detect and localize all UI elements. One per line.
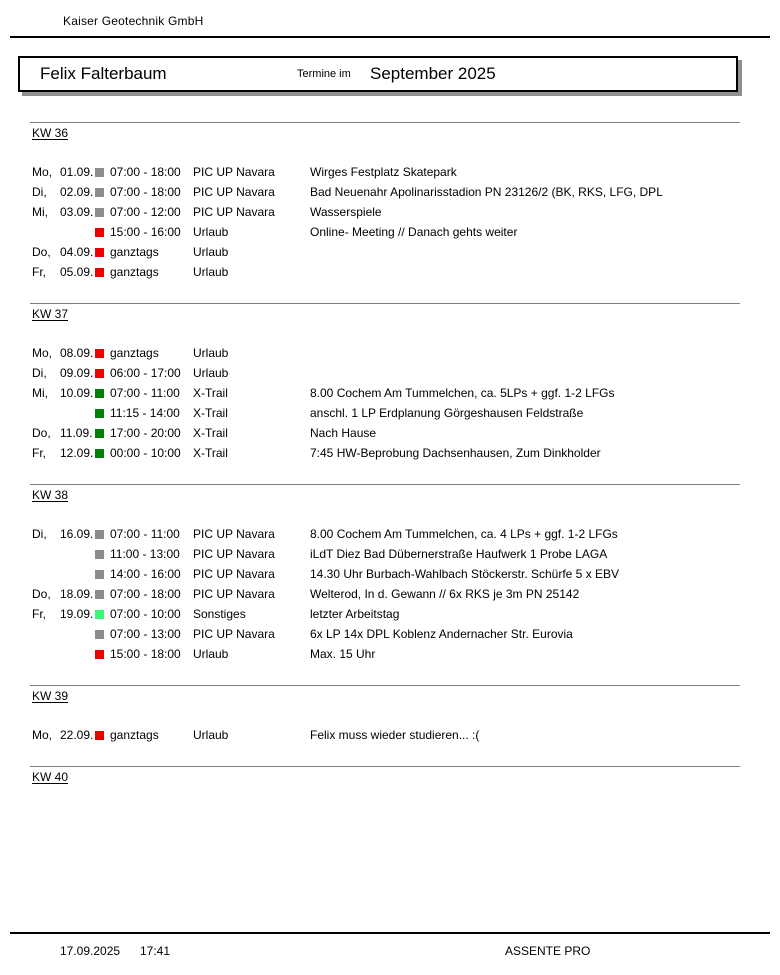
event-category: PIC UP Navara (193, 547, 275, 561)
event-category: Urlaub (193, 366, 229, 380)
event-category: PIC UP Navara (193, 165, 275, 179)
event-time: ganztags (110, 346, 159, 360)
week-section (30, 766, 740, 806)
event-weekday: Mi, (32, 205, 48, 219)
event-date: 08.09. (60, 346, 94, 360)
event-date: 18.09. (60, 587, 94, 601)
event-time: 00:00 - 10:00 (110, 446, 181, 460)
event-description: Wasserspiele (310, 205, 382, 219)
event-description: 14.30 Uhr Burbach-Wahlbach Stöckerstr. Schürfe 5 x EBV (310, 567, 620, 581)
category-color-icon (95, 530, 104, 539)
event-rows (30, 725, 740, 745)
event-time: 11:00 - 13:00 (110, 547, 180, 561)
event-row (30, 242, 740, 262)
event-description: anschl. 1 LP Erdplanung Görgeshausen Feldstraße (310, 406, 584, 420)
event-category: Urlaub (193, 647, 229, 661)
category-color-icon (95, 228, 104, 237)
event-time: 15:00 - 16:00 (110, 225, 181, 239)
title-period: September 2025 (370, 64, 496, 83)
category-color-icon (95, 248, 104, 257)
week-label: KW 36 (32, 126, 69, 140)
event-description: 7:45 HW-Beprobung Dachsenhausen, Zum Dinkholder (310, 446, 601, 460)
week-label: KW 40 (32, 770, 69, 784)
category-color-icon (95, 349, 104, 358)
event-row (30, 202, 740, 222)
event-category: X-Trail (193, 426, 228, 440)
event-time: 07:00 - 12:00 (110, 205, 181, 219)
title-prefix: Termine im (297, 68, 351, 80)
event-row (30, 624, 740, 644)
event-date: 19.09. (60, 607, 94, 621)
category-color-icon (95, 208, 104, 217)
event-weekday: Do, (32, 587, 51, 601)
event-description: 8.00 Cochem Am Tummelchen, ca. 5LPs + ggf. 1-2 LFGs (310, 386, 615, 400)
event-time: 07:00 - 11:00 (110, 527, 180, 541)
event-row (30, 524, 740, 544)
event-row (30, 162, 740, 182)
category-color-icon (95, 188, 104, 197)
event-time: 07:00 - 18:00 (110, 185, 181, 199)
event-category: Urlaub (193, 265, 229, 279)
event-description: Online- Meeting // Danach gehts weiter (310, 225, 518, 239)
footer-divider (10, 932, 770, 934)
category-color-icon (95, 650, 104, 659)
event-row (30, 222, 740, 242)
event-description: iLdT Diez Bad Dübernerstraße Haufwerk 1 Probe LAGA (310, 547, 608, 561)
event-time: 07:00 - 18:00 (110, 587, 181, 601)
event-weekday: Mo, (32, 346, 53, 360)
category-color-icon (95, 429, 104, 438)
event-row (30, 423, 740, 443)
event-row (30, 262, 740, 282)
event-date: 12.09. (60, 446, 94, 460)
header-divider (10, 36, 770, 38)
week-section (30, 303, 740, 484)
category-color-icon (95, 409, 104, 418)
event-category: Urlaub (193, 728, 229, 742)
category-color-icon (95, 731, 104, 740)
event-time: 07:00 - 18:00 (110, 165, 181, 179)
event-category: X-Trail (193, 406, 228, 420)
event-rows (30, 162, 740, 282)
event-date: 10.09. (60, 386, 94, 400)
event-date: 02.09. (60, 185, 94, 199)
category-color-icon (95, 570, 104, 579)
week-section (30, 122, 740, 303)
event-weekday: Di, (32, 185, 47, 199)
category-color-icon (95, 268, 104, 277)
event-row (30, 725, 740, 745)
event-category: Urlaub (193, 346, 229, 360)
person-name: Felix Falterbaum (40, 64, 167, 83)
event-time: ganztags (110, 728, 159, 742)
event-category: PIC UP Navara (193, 627, 275, 641)
event-row (30, 443, 740, 463)
event-category: Sonstiges (193, 607, 246, 621)
event-time: 06:00 - 17:00 (110, 366, 181, 380)
event-rows (30, 343, 740, 463)
event-time: 07:00 - 13:00 (110, 627, 181, 641)
category-color-icon (95, 630, 104, 639)
category-color-icon (95, 449, 104, 458)
event-time: 07:00 - 10:00 (110, 607, 181, 621)
event-row (30, 644, 740, 664)
event-row (30, 564, 740, 584)
event-category: Urlaub (193, 245, 229, 259)
event-date: 03.09. (60, 205, 94, 219)
event-weekday: Di, (32, 366, 47, 380)
event-description: Wirges Festplatz Skatepark (310, 165, 457, 179)
event-date: 09.09. (60, 366, 94, 380)
category-color-icon (95, 550, 104, 559)
title-box (18, 56, 738, 92)
event-weekday: Do, (32, 245, 51, 259)
event-category: PIC UP Navara (193, 587, 275, 601)
week-section (30, 685, 740, 766)
event-row (30, 182, 740, 202)
event-category: PIC UP Navara (193, 527, 275, 541)
print-date: 17.09.2025 (60, 944, 121, 958)
week-label: KW 37 (32, 307, 69, 321)
event-description: Bad Neuenahr Apolinarisstadion PN 23126/2 (BK, RKS, LFG, DPL (310, 185, 663, 199)
week-section (30, 484, 740, 685)
event-date: 16.09. (60, 527, 94, 541)
event-row (30, 604, 740, 624)
category-color-icon (95, 389, 104, 398)
event-date: 11.09. (60, 426, 93, 440)
event-row (30, 403, 740, 423)
event-description: Felix muss wieder studieren... :( (310, 728, 480, 742)
event-weekday: Mo, (32, 165, 53, 179)
event-time: ganztags (110, 265, 159, 279)
category-color-icon (95, 590, 104, 599)
event-category: PIC UP Navara (193, 205, 275, 219)
event-weekday: Fr, (32, 265, 46, 279)
event-time: 15:00 - 18:00 (110, 647, 181, 661)
week-label: KW 38 (32, 488, 69, 502)
event-description: Welterod, In d. Gewann // 6x RKS je 3m PN 25142 (310, 587, 580, 601)
event-weekday: Mi, (32, 386, 48, 400)
event-weekday: Fr, (32, 607, 46, 621)
category-color-icon (95, 610, 104, 619)
event-rows (30, 524, 740, 664)
event-row (30, 544, 740, 564)
event-weekday: Di, (32, 527, 47, 541)
company-name: Kaiser Geotechnik GmbH (63, 14, 204, 28)
event-description: letzter Arbeitstag (310, 607, 400, 621)
event-date: 01.09. (60, 165, 94, 179)
event-row (30, 343, 740, 363)
week-label: KW 39 (32, 689, 69, 703)
event-category: X-Trail (193, 386, 228, 400)
print-time: 17:41 (140, 944, 171, 958)
event-description: Nach Hause (310, 426, 377, 440)
event-time: ganztags (110, 245, 159, 259)
event-row (30, 383, 740, 403)
event-weekday: Fr, (32, 446, 46, 460)
event-time: 07:00 - 11:00 (110, 386, 180, 400)
event-time: 14:00 - 16:00 (110, 567, 181, 581)
app-name: ASSENTE PRO (505, 944, 591, 958)
category-color-icon (95, 168, 104, 177)
event-description: Max. 15 Uhr (310, 647, 376, 661)
event-date: 05.09. (60, 265, 94, 279)
event-time: 17:00 - 20:00 (110, 426, 181, 440)
week-sections-list (30, 122, 740, 806)
event-date: 04.09. (60, 245, 94, 259)
event-weekday: Do, (32, 426, 51, 440)
event-category: X-Trail (193, 446, 228, 460)
event-time: 11:15 - 14:00 (110, 406, 180, 420)
event-row (30, 584, 740, 604)
event-description: 8.00 Cochem Am Tummelchen, ca. 4 LPs + ggf. 1-2 LFGs (310, 527, 618, 541)
event-row (30, 363, 740, 383)
event-category: Urlaub (193, 225, 229, 239)
event-category: PIC UP Navara (193, 185, 275, 199)
event-category: PIC UP Navara (193, 567, 275, 581)
event-description: 6x LP 14x DPL Koblenz Andernacher Str. Eurovia (310, 627, 573, 641)
event-date: 22.09. (60, 728, 94, 742)
event-weekday: Mo, (32, 728, 53, 742)
category-color-icon (95, 369, 104, 378)
